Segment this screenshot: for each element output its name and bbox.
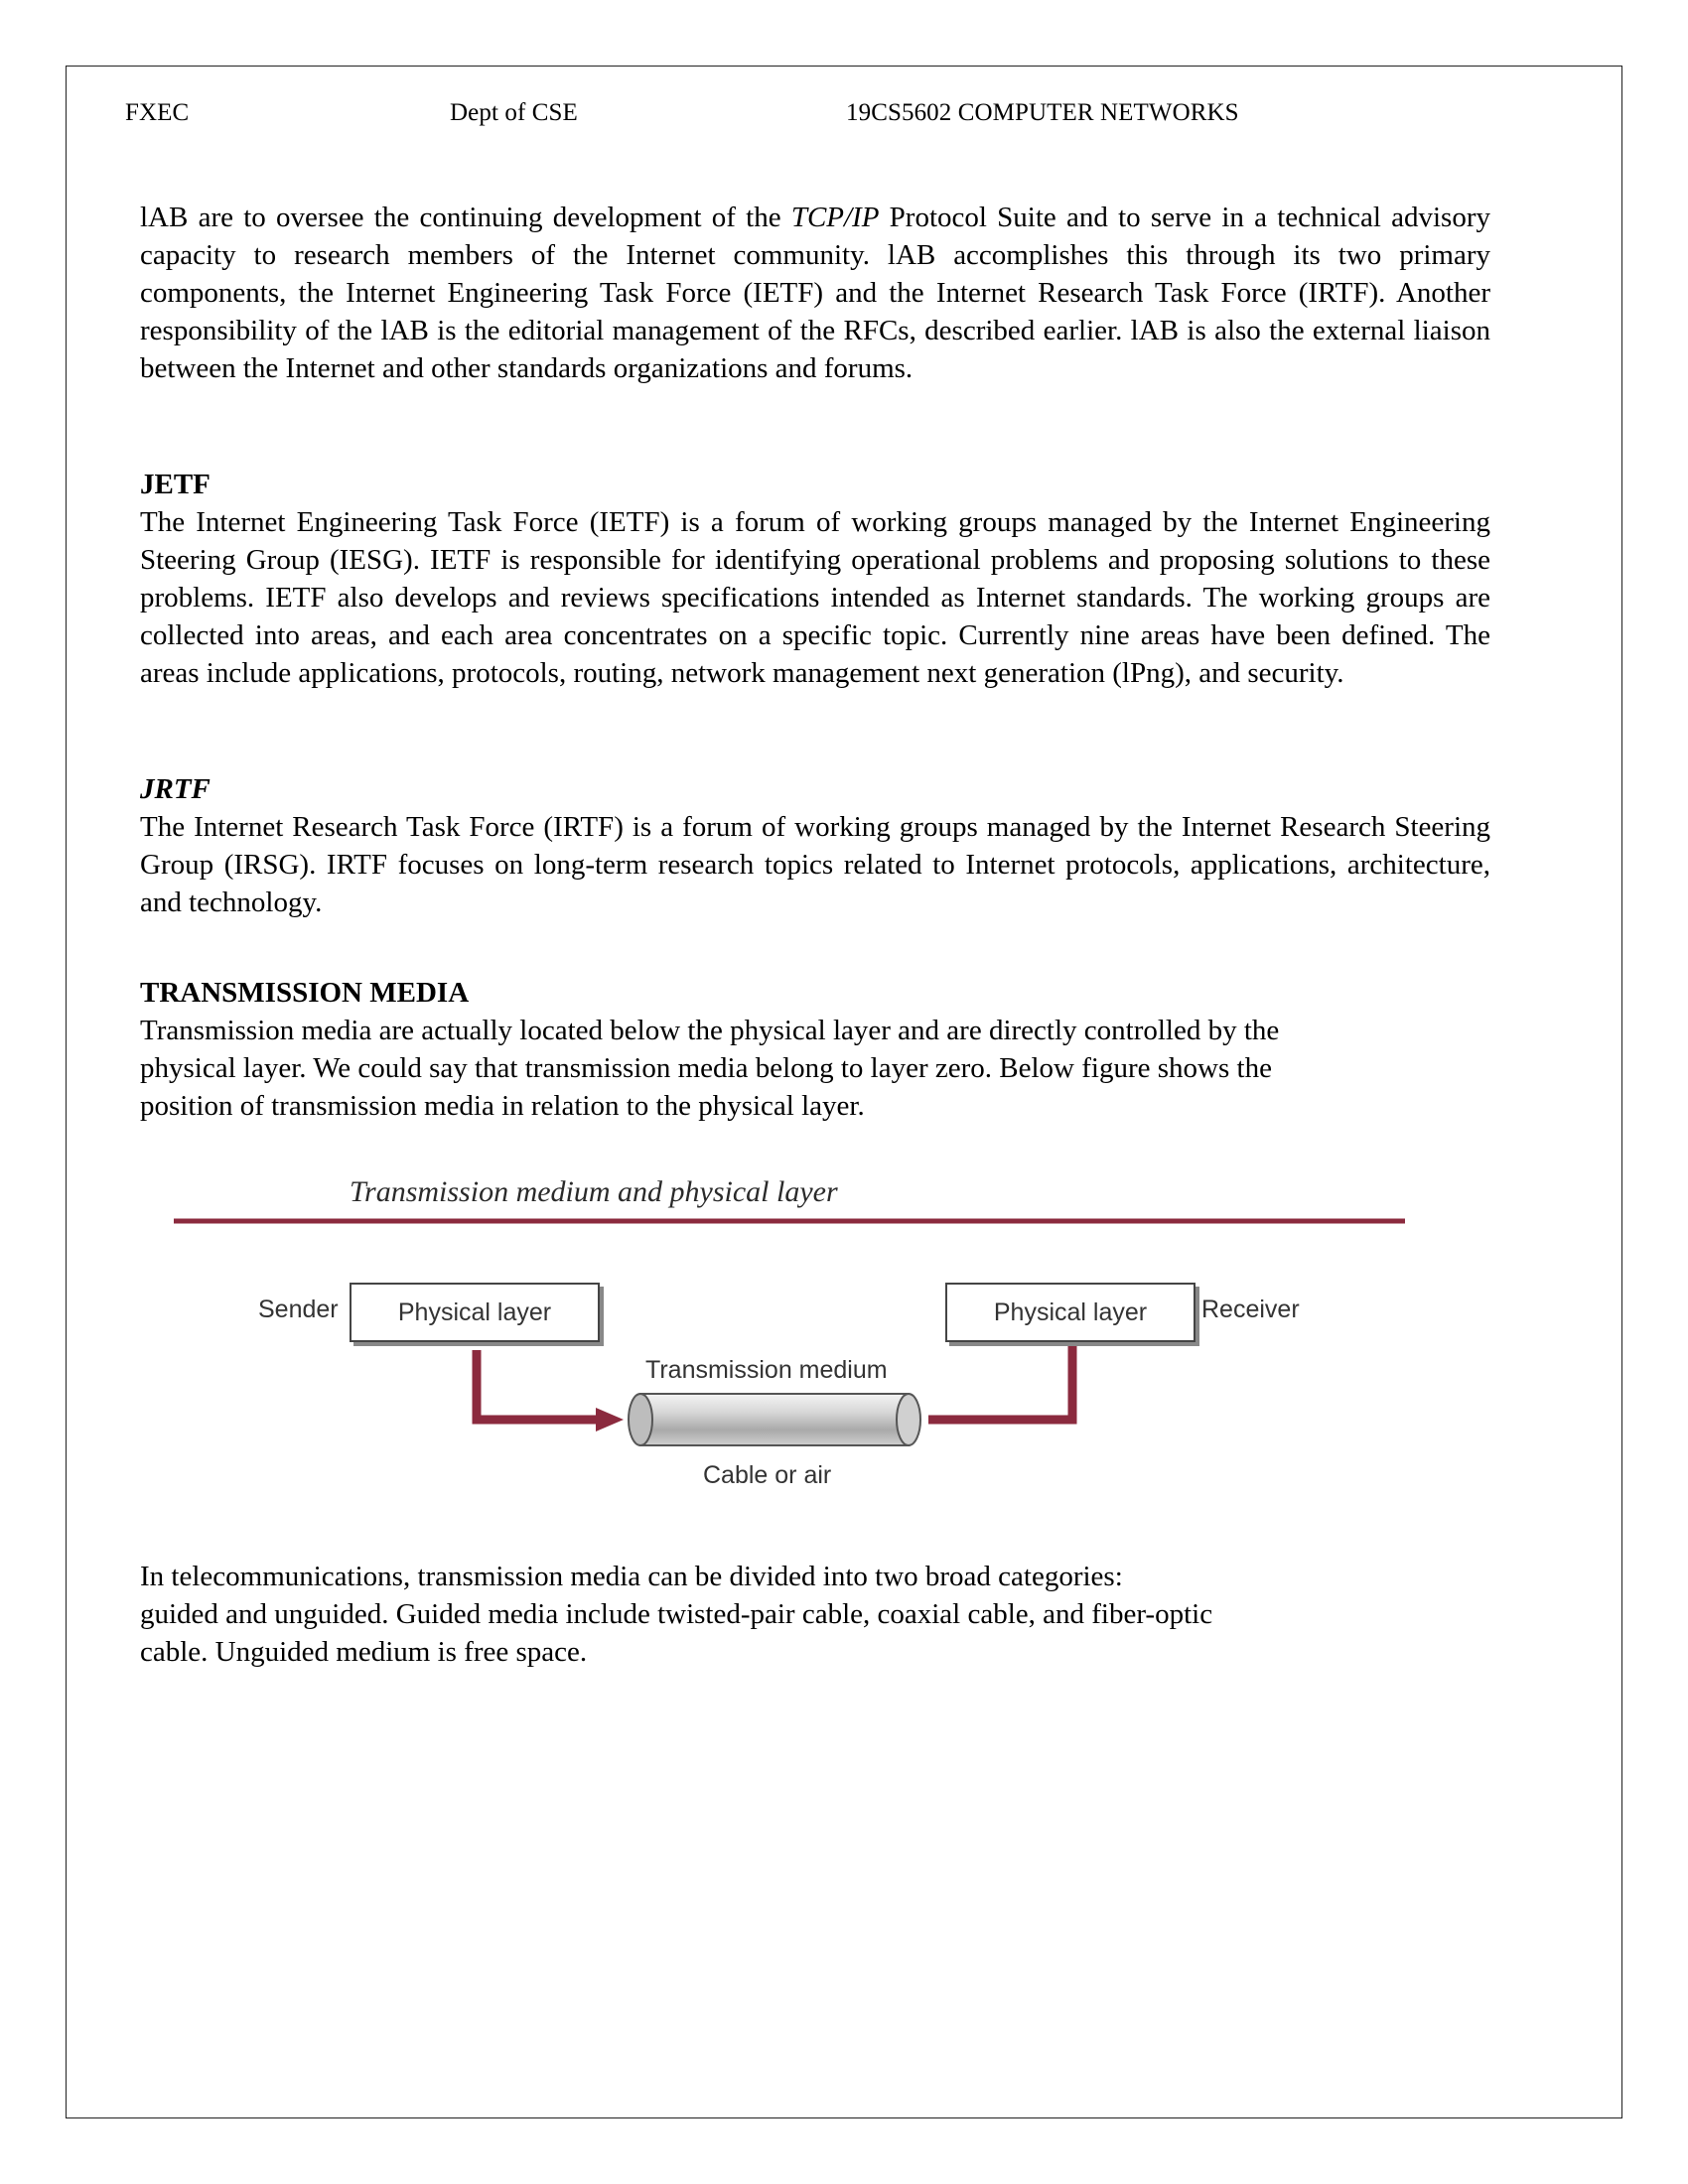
tcpip-term: TCP/IP — [790, 202, 880, 233]
iab-text-start: lAB are to oversee the continuing development of the — [140, 202, 791, 233]
receiver-label: Receiver — [1201, 1296, 1300, 1323]
cable-right-end — [897, 1394, 920, 1445]
transmission-heading: TRANSMISSION MEDIA — [140, 977, 470, 1009]
irtf-body: The Internet Research Task Force (IRTF) is a forum of working groups managed by the Internet Research Steering Group (IRSG). IRTF focuses on long-term research topics related to Internet protocols, applications, architecture, and technology. — [140, 811, 1490, 918]
iab-paragraph — [140, 199, 1490, 387]
header-institution: FXEC — [125, 99, 190, 126]
cable-body — [640, 1394, 909, 1445]
sender-arrow-head — [596, 1408, 624, 1432]
sender-label: Sender — [258, 1296, 339, 1323]
ietf-section — [140, 466, 1490, 692]
header-department: Dept of CSE — [450, 99, 578, 126]
closing-line: In telecommunications, transmission media can be divided into two broad categories: — [140, 1561, 1123, 1592]
transmission-figure — [159, 1161, 1420, 1519]
ietf-heading: JETF — [140, 469, 211, 500]
irtf-heading: JRTF — [140, 773, 211, 805]
sender-arrow-line — [477, 1350, 601, 1420]
iab-text-rest: Protocol Suite and to serve in a technical advisory capacity to research members of the Internet community. lAB accomplishes this through its two primary components, the Internet Engineering Task Force (IETF) and the Internet Research Task Force (IRTF). Another responsibility of the lAB is the editorial management of the RFCs, described earlier. lAB is also the external liaison between the Internet and other standards organizations and forums. — [140, 202, 1490, 384]
receiver-arrow-line — [928, 1340, 1072, 1420]
closing-paragraph — [140, 1558, 1490, 1671]
medium-label: Transmission medium — [645, 1356, 888, 1384]
transmission-line: position of transmission media in relation to the physical layer. — [140, 1090, 865, 1122]
closing-line: cable. Unguided medium is free space. — [140, 1636, 588, 1668]
medium-sub-label: Cable or air — [703, 1461, 832, 1489]
closing-line: guided and unguided. Guided media include twisted-pair cable, coaxial cable, and fiber-optic — [140, 1598, 1213, 1630]
receiver-physical-layer-box: Physical layer — [945, 1283, 1196, 1342]
transmission-line: Transmission media are actually located below the physical layer and are directly controlled by the — [140, 1015, 1280, 1046]
header-course: 19CS5602 COMPUTER NETWORKS — [846, 99, 1239, 126]
transmission-section — [140, 974, 1490, 1125]
transmission-line: physical layer. We could say that transmission media belong to layer zero. Below figure shows the — [140, 1052, 1272, 1084]
irtf-section — [140, 770, 1490, 921]
ietf-body: The Internet Engineering Task Force (IETF) is a forum of working groups managed by the Internet Engineering Steering Group (IESG). IETF is responsible for identifying operational problems and proposing solutions to these problems. IETF also develops and reviews specifications intended as Internet standards. The working groups are collected into areas, and each area concentrates on a specific topic. Currently nine areas have been defined. The areas include applications, protocols, routing, network management next generation (lPng), and security. — [140, 506, 1490, 689]
cable-left-end — [629, 1394, 652, 1445]
sender-physical-layer-box: Physical layer — [350, 1283, 600, 1342]
figure-caption: Transmission medium and physical layer — [350, 1175, 838, 1208]
